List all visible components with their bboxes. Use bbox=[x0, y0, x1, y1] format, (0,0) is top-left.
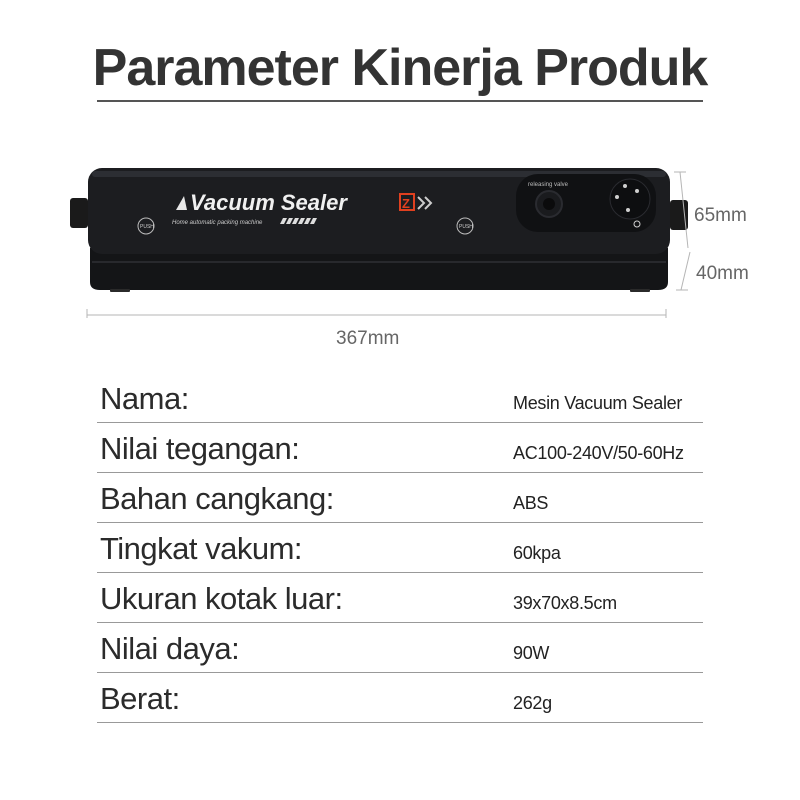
spec-label: Tingkat vakum: bbox=[100, 531, 303, 566]
spec-row-name bbox=[97, 373, 703, 423]
spec-label: Nilai tegangan: bbox=[100, 431, 300, 466]
brand-tagline: Home automatic packing machine bbox=[172, 220, 263, 226]
brand-text: Vacuum Sealer bbox=[190, 190, 347, 215]
spec-row-weight bbox=[97, 673, 703, 723]
spec-table bbox=[97, 373, 703, 723]
mode-dial bbox=[610, 179, 650, 219]
spec-value: 60kpa bbox=[513, 543, 561, 563]
spec-label: Berat: bbox=[100, 681, 180, 716]
spec-value: 90W bbox=[513, 643, 550, 663]
width-label: 367mm bbox=[336, 328, 400, 349]
spec-row-power bbox=[97, 623, 703, 673]
valve-label: releasing valve bbox=[528, 182, 569, 188]
vacuum-sealer-image bbox=[60, 160, 700, 320]
spec-value: Mesin Vacuum Sealer bbox=[513, 393, 683, 413]
spec-value: 39x70x8.5cm bbox=[513, 593, 617, 613]
svg-text:PUSH: PUSH bbox=[459, 224, 473, 230]
spec-label: Nama: bbox=[100, 381, 189, 416]
spec-label: Ukuran kotak luar: bbox=[100, 581, 343, 616]
svg-text:Z: Z bbox=[402, 196, 410, 211]
title-divider bbox=[97, 100, 703, 102]
spec-value: AC100-240V/50-60Hz bbox=[513, 443, 684, 463]
spec-row-voltage bbox=[97, 423, 703, 473]
spec-label: Nilai daya: bbox=[100, 631, 240, 666]
spec-value: 262g bbox=[513, 693, 552, 713]
spec-row-box-size bbox=[97, 573, 703, 623]
spec-row-vacuum bbox=[97, 523, 703, 573]
left-clip bbox=[70, 198, 88, 228]
height-label: 65mm bbox=[694, 205, 747, 226]
depth-label: 40mm bbox=[696, 263, 749, 284]
depth-dimension-line bbox=[681, 252, 690, 290]
spec-value: ABS bbox=[513, 493, 549, 513]
spec-row-material bbox=[97, 473, 703, 523]
spec-label: Bahan cangkang: bbox=[100, 481, 334, 516]
lower-body bbox=[90, 248, 668, 290]
svg-text:PUSH: PUSH bbox=[140, 224, 154, 230]
page-title: Parameter Kinerja Produk bbox=[92, 39, 708, 97]
